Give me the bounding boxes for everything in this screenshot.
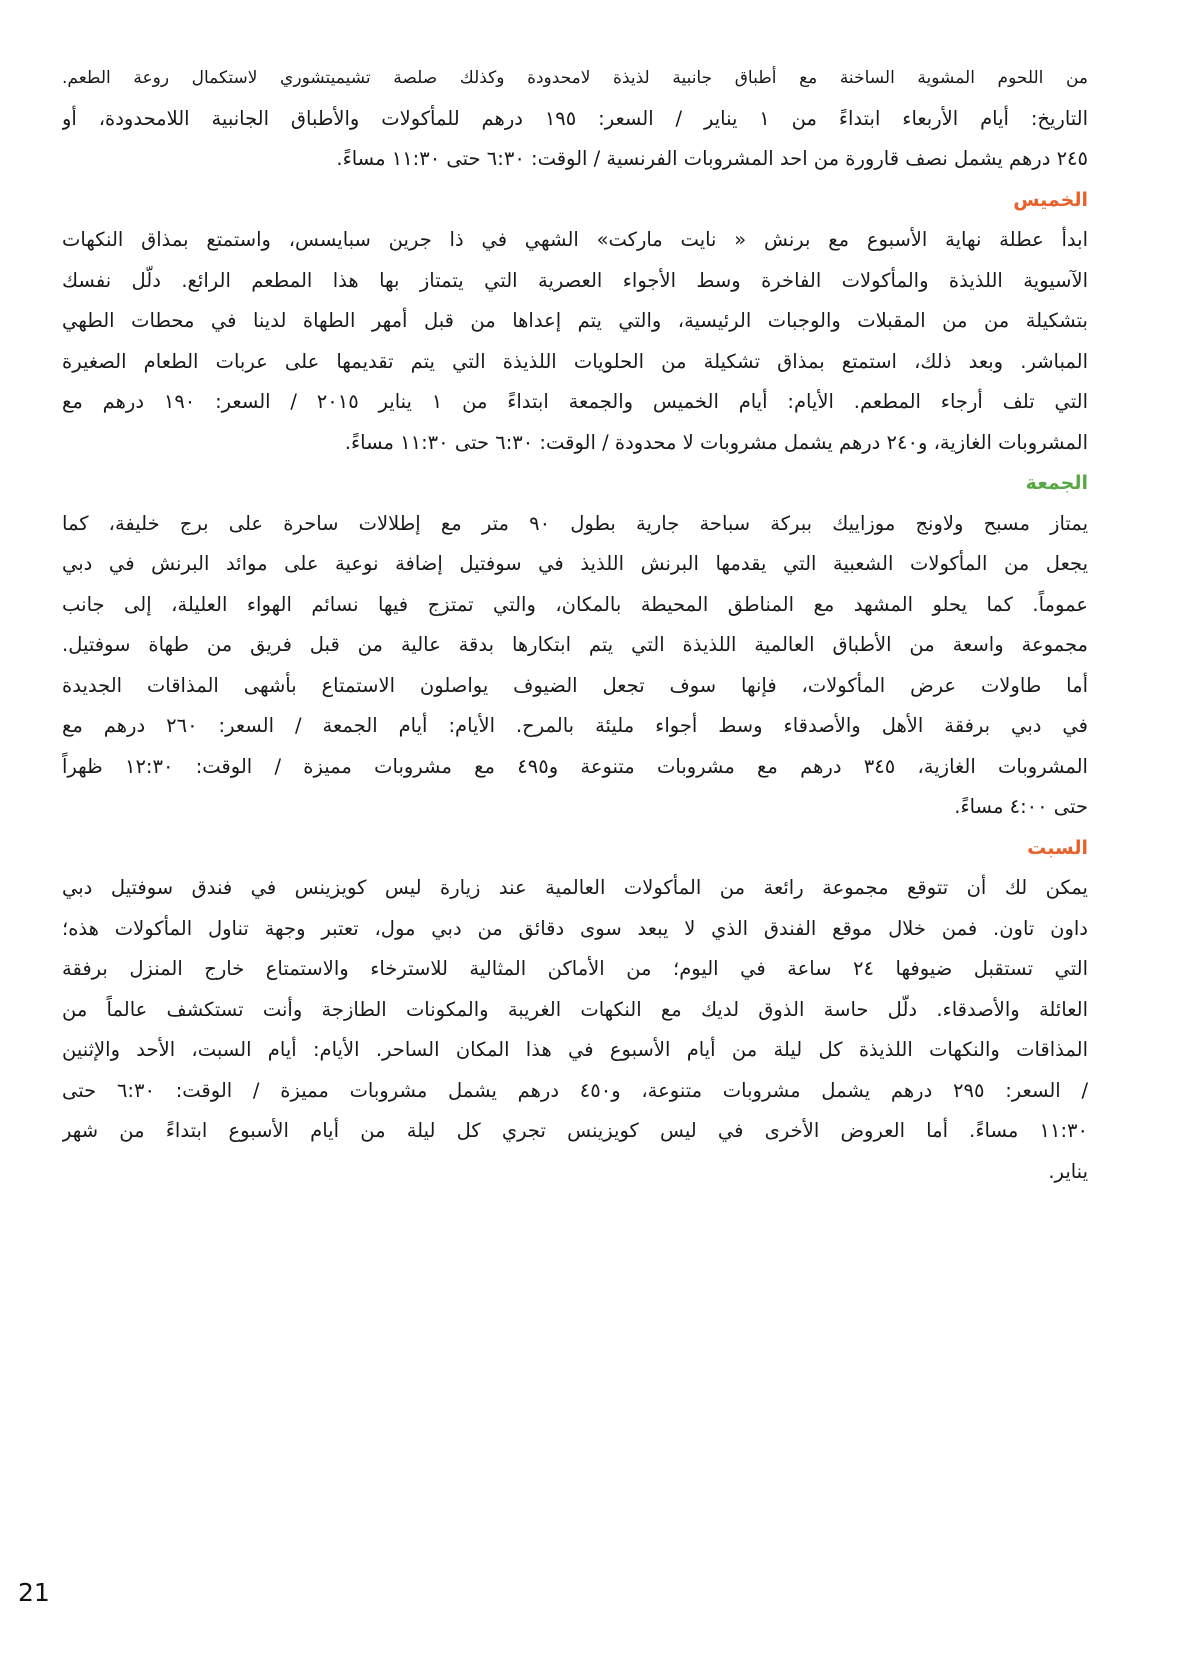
body-line: بتشكيلة من من المقبلات والوجبات الرئيسية، والتي يتم إعداها من قبل أمهر الطهاة لدينا في محطات الطهي [62, 309, 1088, 332]
section-heading-thursday: الخميس [1013, 188, 1088, 211]
body-line: يمكن لك أن تتوقع مجموعة رائعة من المأكولات العالمية عند زيارة ليس كويزينس في فندق سوفتيل دبي [62, 876, 1088, 899]
body-line: المشروبات الغازية، ٣٤٥ درهم مع مشروبات متنوعة و٤٩٥ مع مشروبات مميزة / الوقت: ١٢:٣٠ ظهراً [62, 754, 1088, 778]
body-line: داون تاون. فمن خلال موقع الفندق الذي لا يبعد سوى دقائق من دبي مول، تعتبر وجهة تناول المأكولات هذه؛ [62, 916, 1088, 940]
body-line: التاريخ: أيام الأربعاء ابتداءً من ١ يناير / السعر: ١٩٥ درهم للمأكولات والأطباق الجانبية اللامحدودة، أو [62, 106, 1088, 130]
body-line: التي تلف أرجاء المطعم. الأيام: أيام الخميس والجمعة ابتداءً من ١ يناير ٢٠١٥ / السعر: ١٩٠ درهم مع [62, 390, 1088, 413]
body-line: ٢٤٥ درهم يشمل نصف قارورة من احد المشروبات الفرنسية / الوقت: ٦:٣٠ حتى ١١:٣٠ مساءً. [336, 147, 1088, 170]
body-line: / السعر: ٢٩٥ درهم يشمل مشروبات متنوعة، و٤٥٠ درهم يشمل مشروبات مميزة / الوقت: ٦:٣٠ حتى [62, 1078, 1088, 1102]
body-line: التي تستقبل ضيوفها ٢٤ ساعة في اليوم؛ من الأماكن المثالية للاسترخاء والاستمتاع خارج المنزل برفقة [62, 957, 1088, 980]
body-line: يجعل من المأكولات الشعبية التي يقدمها البرنش اللذيذ في سوفتيل إضافة نوعية على موائد البرنش في دبي [62, 552, 1088, 575]
body-line: حتى ٤:٠٠ مساءً. [954, 795, 1088, 818]
wednesday-section-tail [62, 58, 1088, 180]
body-line: عموماً. كما يحلو المشهد مع المناطق المحيطة بالمكان، والتي تمتزج فيها نسائم الهواء العليلة، إلى جانب [62, 592, 1088, 616]
body-line: العائلة والأصدقاء. دلّل حاسة الذوق لديك مع النكهات الغريبة والمكونات الطازجة وأنت تستكشف عالماً من [62, 997, 1088, 1021]
body-line: ١١:٣٠ مساءً. أما العروض الأخرى في ليس كويزينس تجري كل ليلة من أيام الأسبوع ابتداءً من شهر [62, 1119, 1088, 1142]
body-line: من اللحوم المشوية الساخنة مع أطباق جانبية لذيذة لامحدودة وكذلك صلصة تشيميتشوري لاستكمال روعة الطعم. [62, 68, 1088, 88]
saturday-section [62, 828, 1088, 1193]
section-heading-friday: الجمعة [1025, 472, 1088, 494]
document-page [62, 58, 1088, 1192]
body-line: مجموعة واسعة من الأطباق العالمية اللذيذة التي يتم ابتكارها بدقة عالية من قبل فريق من طهاة سوفتيل. [62, 633, 1088, 656]
body-line: الآسيوية اللذيذة والمأكولات الفاخرة وسط الأجواء العصرية التي يتمتاز بها هذا المطعم الرائع. دلّل نفسك [62, 268, 1088, 292]
page-number: 21 [18, 1578, 50, 1607]
thursday-section [62, 180, 1088, 464]
body-line: يمتاز مسبح ولاونج موزاييك ببركة سباحة جارية بطول ٩٠ متر مع إطلالات ساحرة على برج خليفة، كما [62, 511, 1088, 535]
body-line: أما طاولات عرض المأكولات، فإنها سوف تجعل الضيوف يواصلون الاستمتاع بأشهى المذاقات الجديدة [62, 673, 1088, 697]
body-line: يناير. [1048, 1159, 1088, 1183]
section-heading-saturday: السبت [1027, 836, 1088, 859]
body-line: المذاقات والنكهات اللذيذة كل ليلة من أيام الأسبوع في هذا المكان الساحر. الأيام: أيام السبت، الأحد والإثنين [62, 1038, 1088, 1061]
body-line: ابدأ عطلة نهاية الأسبوع مع برنش « نايت ماركت» الشهي في ذا جرين سبايسس، واستمتع بمذاق النكهات [62, 228, 1088, 251]
body-line: في دبي برفقة الأهل والأصدقاء وسط أجواء مليئة بالمرح. الأيام: أيام الجمعة / السعر: ٢٦٠ درهم مع [62, 714, 1088, 737]
friday-section [62, 463, 1088, 828]
body-line: المشروبات الغازية، و٢٤٠ درهم يشمل مشروبات لا محدودة / الوقت: ٦:٣٠ حتى ١١:٣٠ مساءً. [344, 430, 1088, 454]
body-line: المباشر. وبعد ذلك، استمتع بمذاق تشكيلة من الحلويات اللذيذة التي يتم تقديمها على عربات الطعام الصغيرة [62, 349, 1088, 373]
